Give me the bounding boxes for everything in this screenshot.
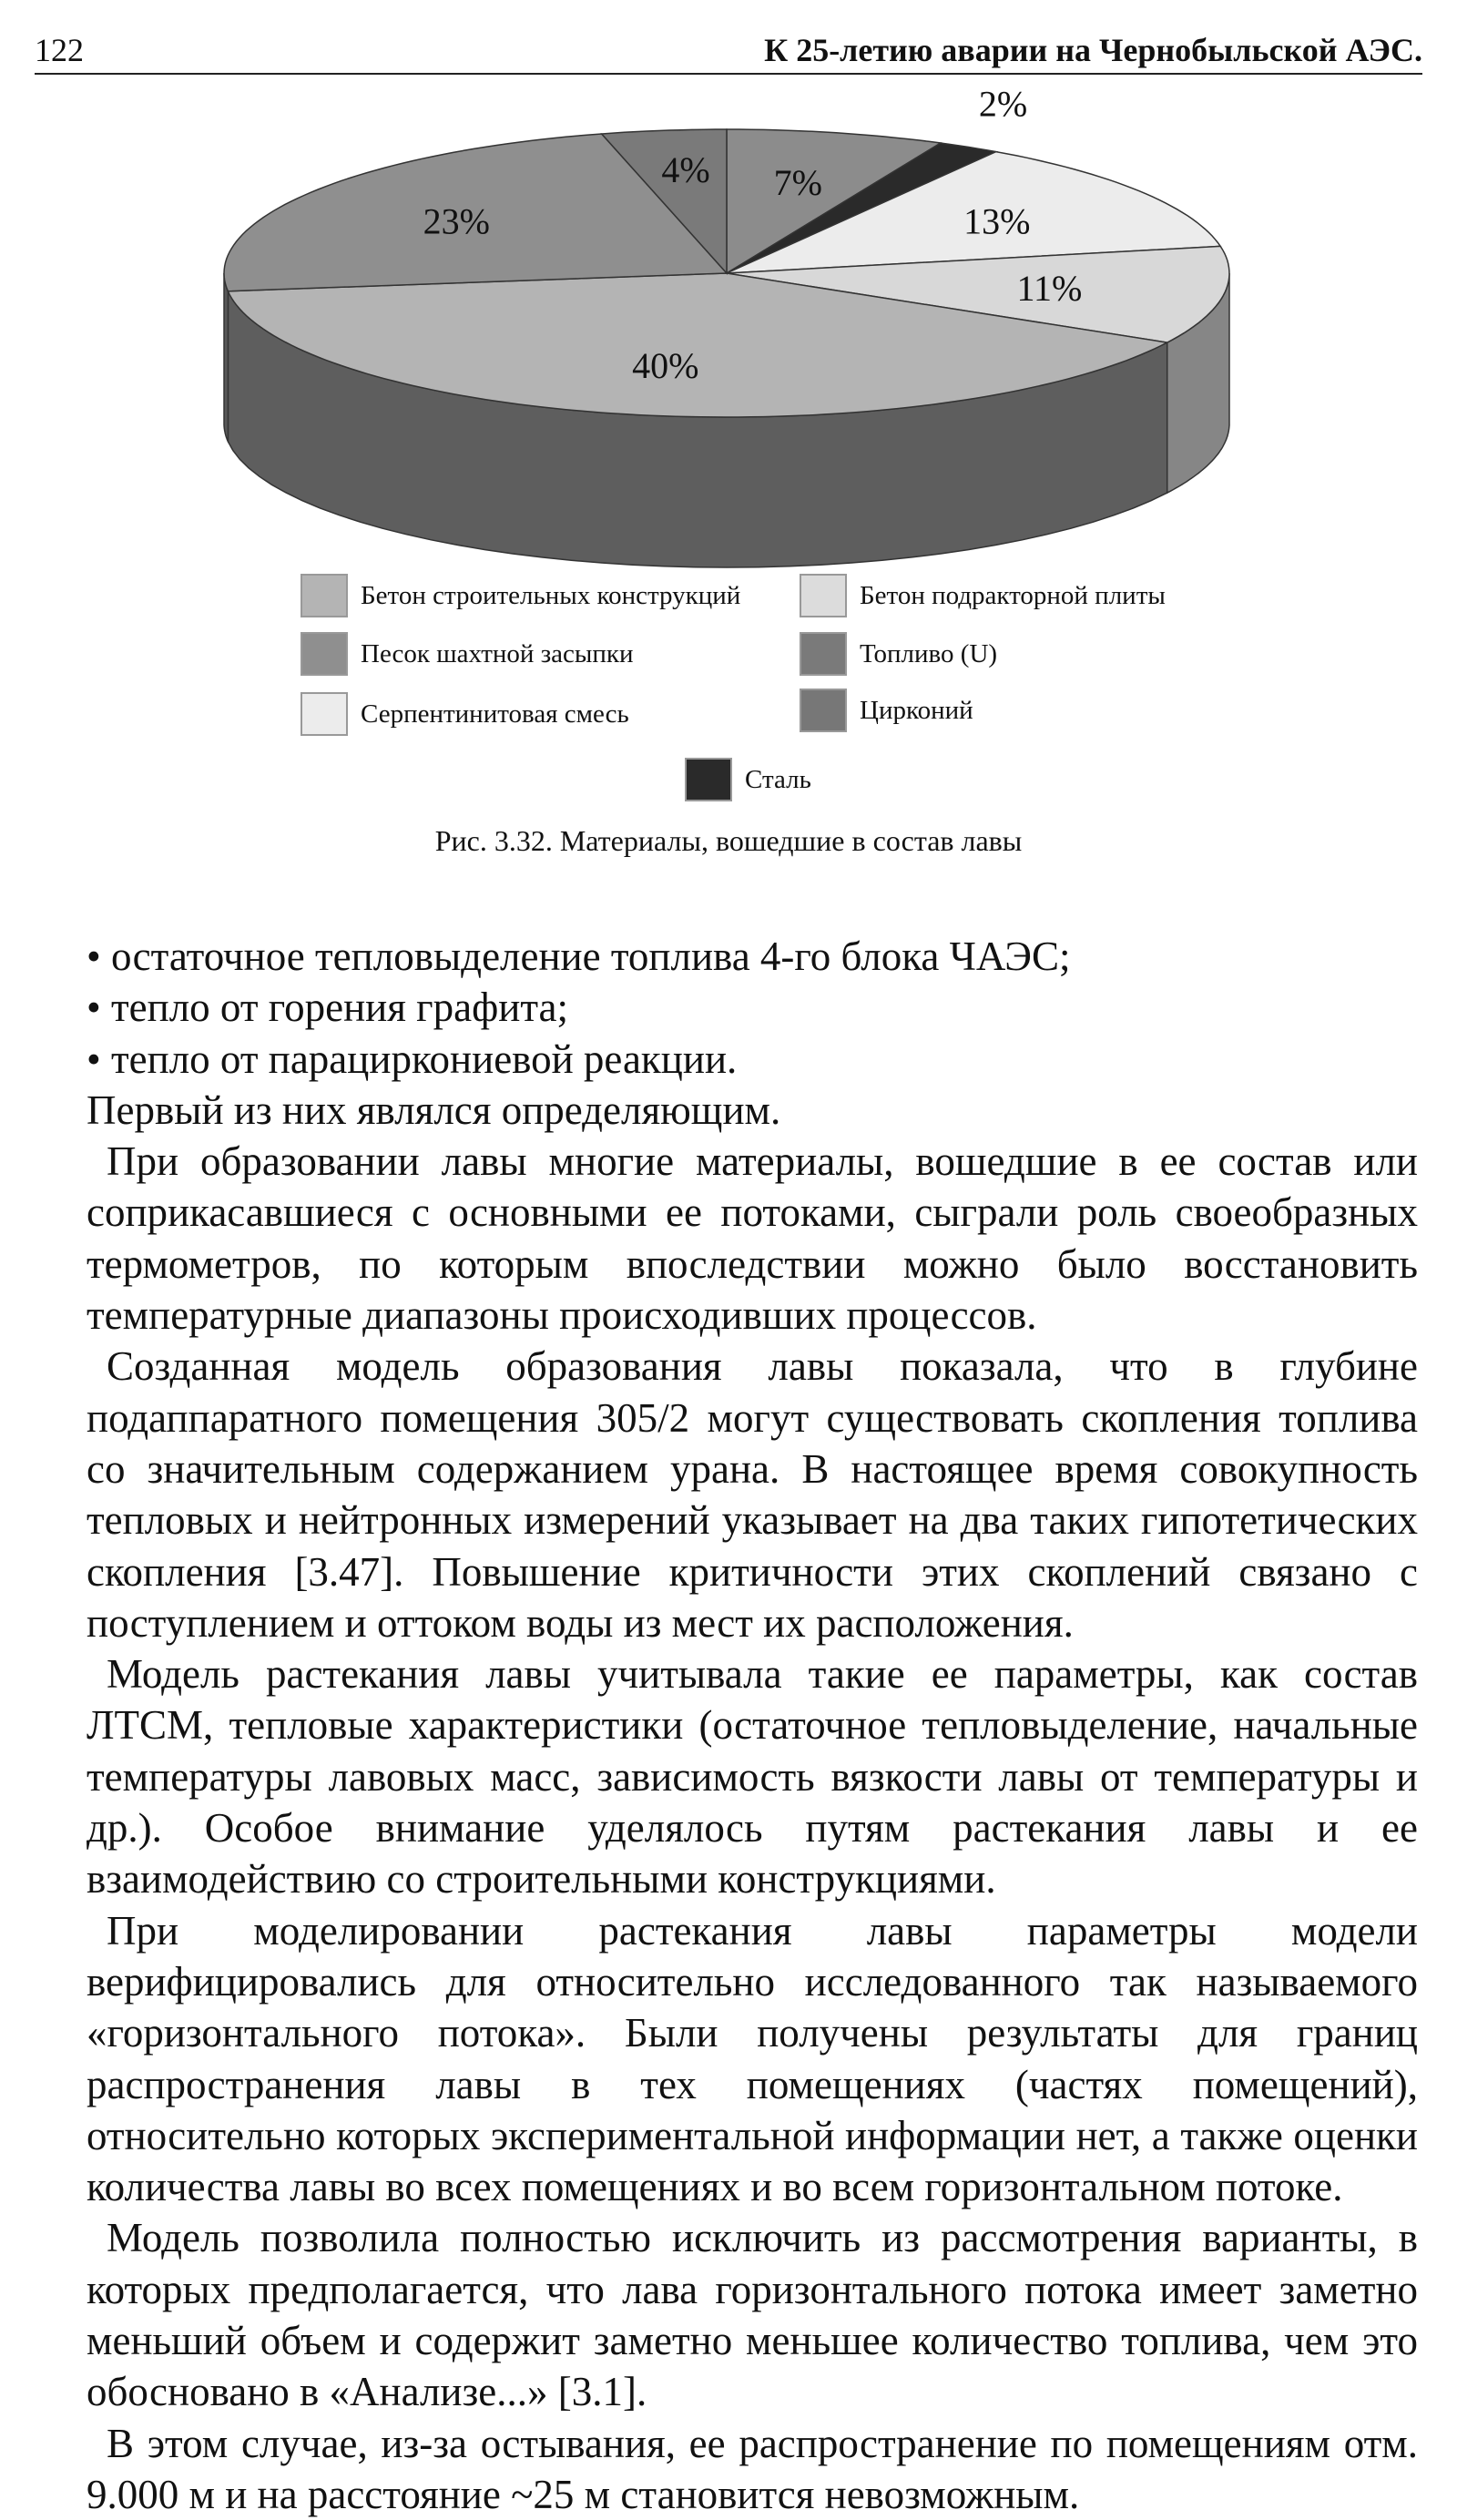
legend-swatch bbox=[301, 574, 348, 617]
pie-data-label: 11% bbox=[1016, 268, 1083, 310]
pie-side-5 bbox=[224, 273, 228, 442]
legend-label: Серпентинитовая смесь bbox=[361, 699, 629, 729]
bullet-item: • тепло от парациркониевой реакции. bbox=[87, 1036, 738, 1082]
legend-label: Цирконий bbox=[860, 695, 973, 725]
pie-chart bbox=[0, 91, 1457, 601]
legend-swatch bbox=[800, 689, 847, 732]
bullet-item: • остаточное тепловыделение топлива 4-го блока ЧАЭС; bbox=[87, 934, 1071, 979]
chart-legend bbox=[0, 565, 1457, 811]
paragraph: При образовании лавы многие материалы, вошедшие в ее состав или соприкасавшиеся с основными ее потоками, сыграли роль своеобразных термометров, по которым впоследствии можно было восстановить температурные диапазоны происходивших процессов. bbox=[87, 1138, 1418, 1339]
page-header bbox=[35, 27, 1422, 75]
pie-data-label: 4% bbox=[661, 149, 710, 191]
paragraph: Модель растекания лавы учитывала такие ее параметры, как состав ЛТСМ, тепловые характеристики (остаточное тепловыделение, начальные температуры лавовых масс, зависимость вязкости лавы от температуры и др.). Особое внимание уделялось путям растекания лавы и ее взаимодействию со строительными конструкциями. bbox=[87, 1651, 1418, 1903]
legend-label: Топливо (U) bbox=[860, 638, 998, 668]
legend-label: Бетон строительных конструкций bbox=[361, 580, 741, 610]
legend-item bbox=[301, 692, 629, 736]
pie-data-label: 7% bbox=[773, 161, 822, 203]
legend-label: Сталь bbox=[745, 764, 811, 794]
paragraph: Модель позволила полностью исключить из рассмотрения варианты, в которых предполагается, что лава горизонтального потока имеет заметно меньший объем и содержит заметно меньшее количество топлива, чем это обосновано в «Анализе...» [3.1]. bbox=[87, 2215, 1418, 2415]
legend-label: Песок шахтной засыпки bbox=[361, 638, 634, 668]
legend-swatch bbox=[301, 692, 348, 736]
figure-caption: Рис. 3.32. Материалы, вошедшие в состав лавы bbox=[434, 824, 1023, 857]
legend-swatch bbox=[800, 632, 847, 676]
running-title: К 25-летию аварии на Чернобыльской АЭС. bbox=[764, 32, 1422, 68]
body-text bbox=[87, 931, 1418, 2520]
bullet-item: • тепло от горения графита; bbox=[87, 985, 569, 1031]
legend-item bbox=[800, 689, 973, 732]
page-number: 122 bbox=[35, 32, 84, 68]
pie-data-label: 13% bbox=[963, 200, 1031, 242]
legend-swatch bbox=[800, 574, 847, 617]
legend-item bbox=[800, 632, 997, 676]
legend-item bbox=[685, 758, 811, 801]
legend-item bbox=[800, 574, 1166, 617]
paragraph: При моделировании растекания лавы параметры модели верифицировались для относительно исследованного так называемого «горизонтального потока». Были получены результаты для границ распространения лавы в тех помещениях (частях помещений), относительно которых экспериментальной информации нет, а также оценки количества лавы во всех помещениях и во всем горизонтальном потоке. bbox=[87, 1907, 1418, 2210]
legend-label: Бетон подракторной плиты bbox=[860, 580, 1166, 610]
paragraph: В этом случае, из-за остывания, ее распространение по помещениям отм. 9.000 м и на расстояние ~25 м становится невозможным. bbox=[87, 2420, 1418, 2517]
paragraph: Первый из них являлся определяющим. bbox=[87, 1087, 781, 1133]
paragraph: Созданная модель образования лавы показала, что в глубине подаппаратного помещения 305/2 могут существовать скопления топлива со значительным содержанием урана. В настоящее время совокупность тепловых и нейтронных измерений указывает на два таких гипотетических скопления [3.47]. Повышение критичности этих скоплений связано с поступлением и оттоком воды из мест их расположения. bbox=[87, 1343, 1418, 1646]
pie-data-label: 40% bbox=[632, 344, 699, 386]
pie-data-label: 2% bbox=[978, 91, 1028, 125]
pie-data-label: 23% bbox=[423, 200, 490, 242]
legend-item bbox=[301, 574, 740, 617]
legend-swatch bbox=[301, 632, 348, 676]
legend-swatch bbox=[685, 758, 732, 801]
legend-item bbox=[301, 632, 634, 676]
